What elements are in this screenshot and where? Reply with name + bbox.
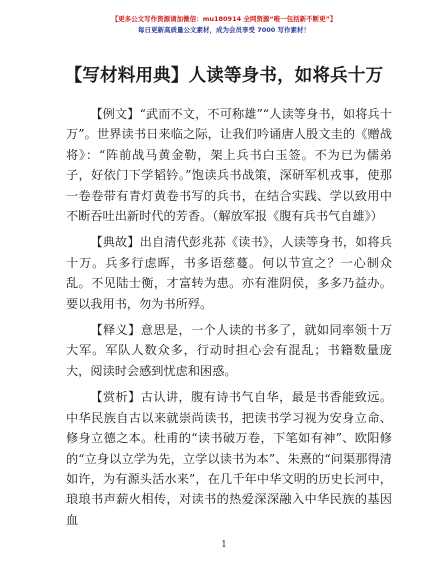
paragraph-tag: 【赏析】 — [90, 390, 141, 405]
page-title: 【写材料用典】人读等身书，如将兵十万 — [64, 66, 384, 86]
paragraph-text: 古认讲，腹有诗书气自华，最是书香能致远。中华民族自古以来就崇尚读书，把读书学习视为安身立命、修身立德之本。杜甫的“读书破万卷，下笔如有神”、欧阳修的“立身以立学为先，立学以读书为本”、朱熹的“问渠那得清如许，为有源头活水来”，在几千年中华文明的历史长河中，琅琅书声薪火相传，对读书的热爱深深融入中华民族的基因血 — [66, 390, 393, 527]
paragraph-text: 意思是，一个人读的书多了，就如同率领十万大军。军队人数众多，行动时担心会有混乱；书籍数量庞大，阅读时会感到忧虑和困惑。 — [66, 323, 393, 378]
paragraph-tag: 【释义】 — [90, 323, 141, 338]
promo-banner-line1: 【更多公文写作资源请加微信：mu180914 全网资源“唯一包括新不断更”】 — [111, 15, 337, 23]
promo-banner-line2: 每日更新高质量公文素材，成为会员享受 7000 写作素材！ — [137, 26, 311, 34]
paragraph-tag: 【典故】 — [90, 235, 140, 250]
paragraph-appreciation — [66, 387, 392, 530]
paragraph-meaning — [66, 320, 392, 381]
page-number: 1 — [221, 540, 227, 550]
paragraph-text: “武而不文，不可称雄”“人读等身书，如将兵十万”。世界读书日来临之际，让我们吟诵唐人殷文圭的《赠战将》：“阵前战马黄金勒，架上兵书白玉签。不为已为儒弟子，好依门下学韬钤。”饱读兵书战策，深研军机戎事，使那一卷卷带有青灯黄卷书写的兵书，在结合实践、学以致用中不断吞吐出新时代的芳香。（解放军报《腹有兵书气自雄》） — [66, 107, 392, 224]
paragraph-allusion — [66, 232, 392, 314]
article-body — [66, 104, 392, 536]
paragraph-tag: 【例文】 — [90, 107, 140, 121]
paragraph-text: 出自清代彭兆荪《读书》，人读等身书，如将兵十万。兵多行虑晖，书多语慈蔓。何以节宣之？一心制众乱。不见陆士衡，才富转为患。亦有淮阴侯，多多乃益办。要以我用书，勿为书所殍。 — [66, 235, 393, 311]
paragraph-example — [66, 104, 392, 226]
